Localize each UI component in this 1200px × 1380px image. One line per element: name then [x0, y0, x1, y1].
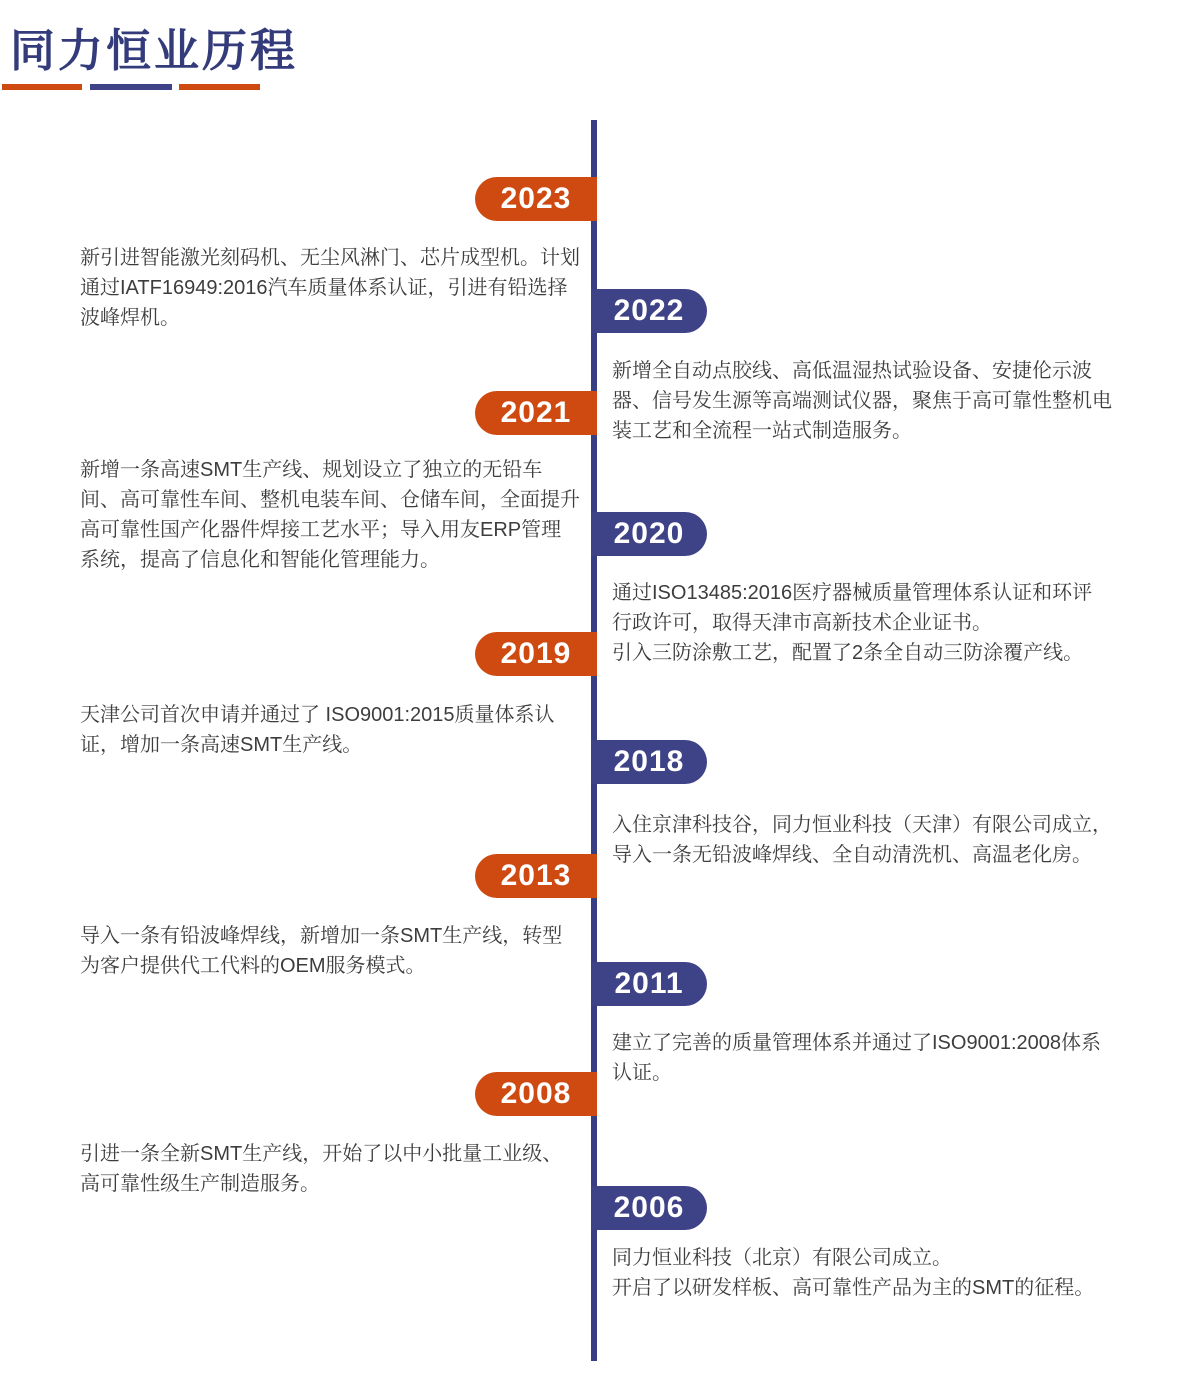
- year-badge-2023: 2023: [475, 177, 597, 221]
- entry-text: 建立了完善的质量管理体系并通过了ISO9001:2008体系认证。: [612, 1032, 1101, 1084]
- year-badge-2013: 2013: [475, 854, 597, 898]
- timeline-entry-2022: [612, 356, 1112, 446]
- year-badge-2018: 2018: [591, 740, 707, 784]
- timeline-entry-2011: [612, 1028, 1112, 1088]
- entry-text: 开启了以研发样板、高可靠性产品为主的SMT的征程。: [612, 1277, 1095, 1299]
- timeline-entry-2023: [80, 243, 580, 333]
- entry-text: 入住京津科技谷，同力恒业科技（天津）有限公司成立，导入一条无铅波峰焊线、全自动清洗机、高温老化房。: [612, 814, 1112, 866]
- entry-text: 导入一条有铅波峰焊线，新增加一条SMT生产线，转型为客户提供代工代料的OEM服务模式。: [80, 925, 563, 977]
- entry-text: 通过ISO13485:2016医疗器械质量管理体系认证和环评行政许可，取得天津市高新技术企业证书。: [612, 582, 1093, 634]
- timeline-entry-2018: [612, 810, 1112, 870]
- timeline-entry-2021: [80, 455, 580, 575]
- entry-text: 引进一条全新SMT生产线，开始了以中小批量工业级、高可靠性级生产制造服务。: [80, 1143, 563, 1195]
- year-badge-2019: 2019: [475, 632, 597, 676]
- entry-text: 新增全自动点胶线、高低温湿热试验设备、安捷伦示波器、信号发生源等高端测试仪器，聚焦于高可靠性整机电装工艺和全流程一站式制造服务。: [612, 360, 1112, 442]
- timeline-entry-2008: [80, 1139, 580, 1199]
- year-badge-2021: 2021: [475, 391, 597, 435]
- timeline-entry-2020: [612, 578, 1112, 668]
- timeline-entry-2019: [80, 700, 580, 760]
- year-badge-2020: 2020: [591, 512, 707, 556]
- year-badge-2006: 2006: [591, 1186, 707, 1230]
- title-underline-middle: [90, 84, 172, 90]
- entry-text: 同力恒业科技（北京）有限公司成立。: [612, 1247, 952, 1269]
- year-badge-2011: 2011: [591, 962, 707, 1006]
- entry-text: 新增一条高速SMT生产线、规划设立了独立的无铅车间、高可靠性车间、整机电装车间、仓储车间，全面提升高可靠性国产化器件焊接工艺水平；导入用友ERP管理系统，提高了信息化和智能化管理能力。: [80, 459, 580, 571]
- entry-text: 新引进智能激光刻码机、无尘风淋门、芯片成型机。计划通过IATF16949:2016汽车质量体系认证，引进有铅选择波峰焊机。: [80, 247, 580, 329]
- year-badge-2022: 2022: [591, 289, 707, 333]
- year-badge-2008: 2008: [475, 1072, 597, 1116]
- entry-text: 引入三防涂敷工艺，配置了2条全自动三防涂覆产线。: [612, 642, 1084, 664]
- entry-text: 天津公司首次申请并通过了 ISO9001:2015质量体系认证，增加一条高速SMT生产线。: [80, 704, 555, 756]
- title-underline-right: [179, 84, 260, 90]
- timeline-entry-2006: [612, 1243, 1112, 1303]
- timeline-entry-2013: [80, 921, 580, 981]
- page-title: 同力恒业历程: [10, 25, 299, 76]
- title-underline-left: [2, 84, 82, 90]
